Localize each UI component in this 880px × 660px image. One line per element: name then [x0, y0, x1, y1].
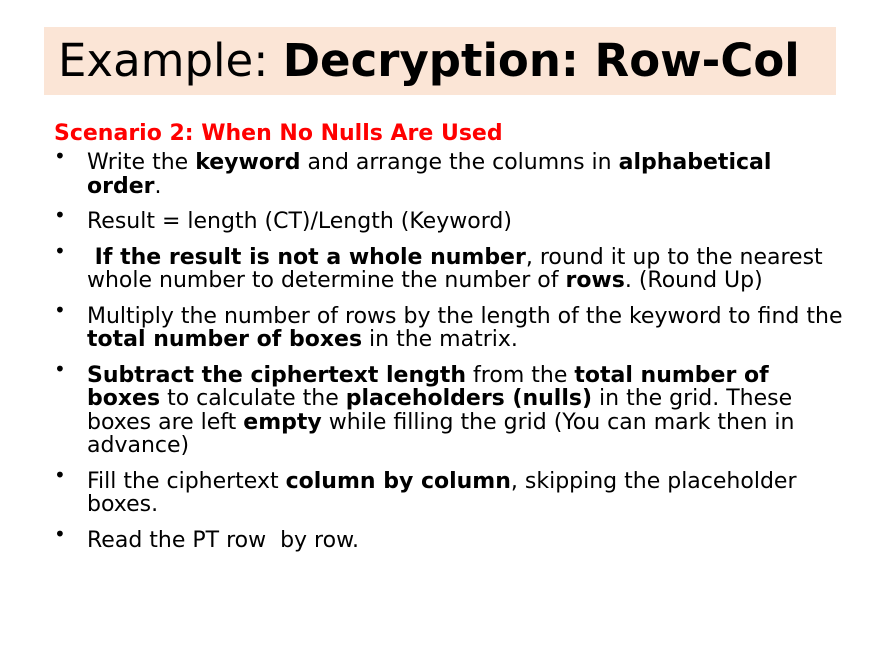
text: Multiply the number of rows by the length of the keyword to find the — [87, 303, 850, 329]
title-bold: Decryption: Row-Col — [282, 34, 800, 87]
bold-text: column by column — [285, 468, 511, 494]
bold-text: empty — [243, 409, 322, 435]
bold-text: total number of boxes — [87, 327, 363, 352]
bullet-icon: • — [54, 462, 66, 487]
bold-text: keyword — [195, 150, 301, 175]
bold-text: If the result is not a whole number — [87, 244, 526, 270]
bold-text: placeholders (nulls) — [345, 386, 593, 411]
bullet-item — [54, 297, 850, 352]
text: in the grid. These boxes are left — [87, 386, 800, 435]
text: and arrange the columns in — [300, 150, 619, 175]
bullet-icon: • — [54, 521, 66, 546]
bullet-icon: • — [54, 356, 66, 381]
text: , skipping the placeholder boxes. — [87, 468, 804, 517]
bullet-item — [54, 462, 844, 517]
bullet-icon: • — [54, 144, 66, 168]
bullet-icon: • — [54, 297, 66, 322]
bold-text: rows — [565, 268, 625, 293]
bullet-item — [54, 203, 844, 234]
text: Result = length (CT)/Length (Keyword) — [87, 209, 512, 234]
bold-text: Subtract the ciphertext length — [87, 362, 467, 388]
text: while filling the grid (You can mark then in advance) — [87, 409, 802, 458]
text: to calculate the — [160, 386, 346, 411]
title-banner — [44, 27, 836, 95]
slide-title — [58, 33, 800, 89]
bold-text: total number of boxes — [87, 362, 777, 411]
text: . — [154, 173, 162, 199]
scenario-heading: Scenario 2: When No Nulls Are Used — [54, 121, 503, 146]
text: in the matrix. — [362, 327, 518, 352]
text: , round it up to the nearest whole number to determine the number of — [87, 244, 830, 293]
text: Read the PT row by row. — [87, 527, 360, 553]
bullet-item — [54, 521, 844, 553]
text: . (Round Up) — [624, 268, 763, 293]
text: Write the — [87, 150, 196, 175]
bullet-item — [54, 238, 844, 293]
title-prefix: Example: — [58, 34, 283, 87]
bullet-icon: • — [54, 238, 66, 263]
text: from the — [466, 362, 575, 388]
bold-text: alphabetical order — [87, 150, 780, 199]
bullet-list — [54, 144, 850, 564]
bullet-item — [54, 144, 844, 199]
text: Fill the ciphertext — [87, 468, 286, 494]
bullet-icon: • — [54, 203, 66, 227]
bullet-item — [54, 356, 844, 458]
